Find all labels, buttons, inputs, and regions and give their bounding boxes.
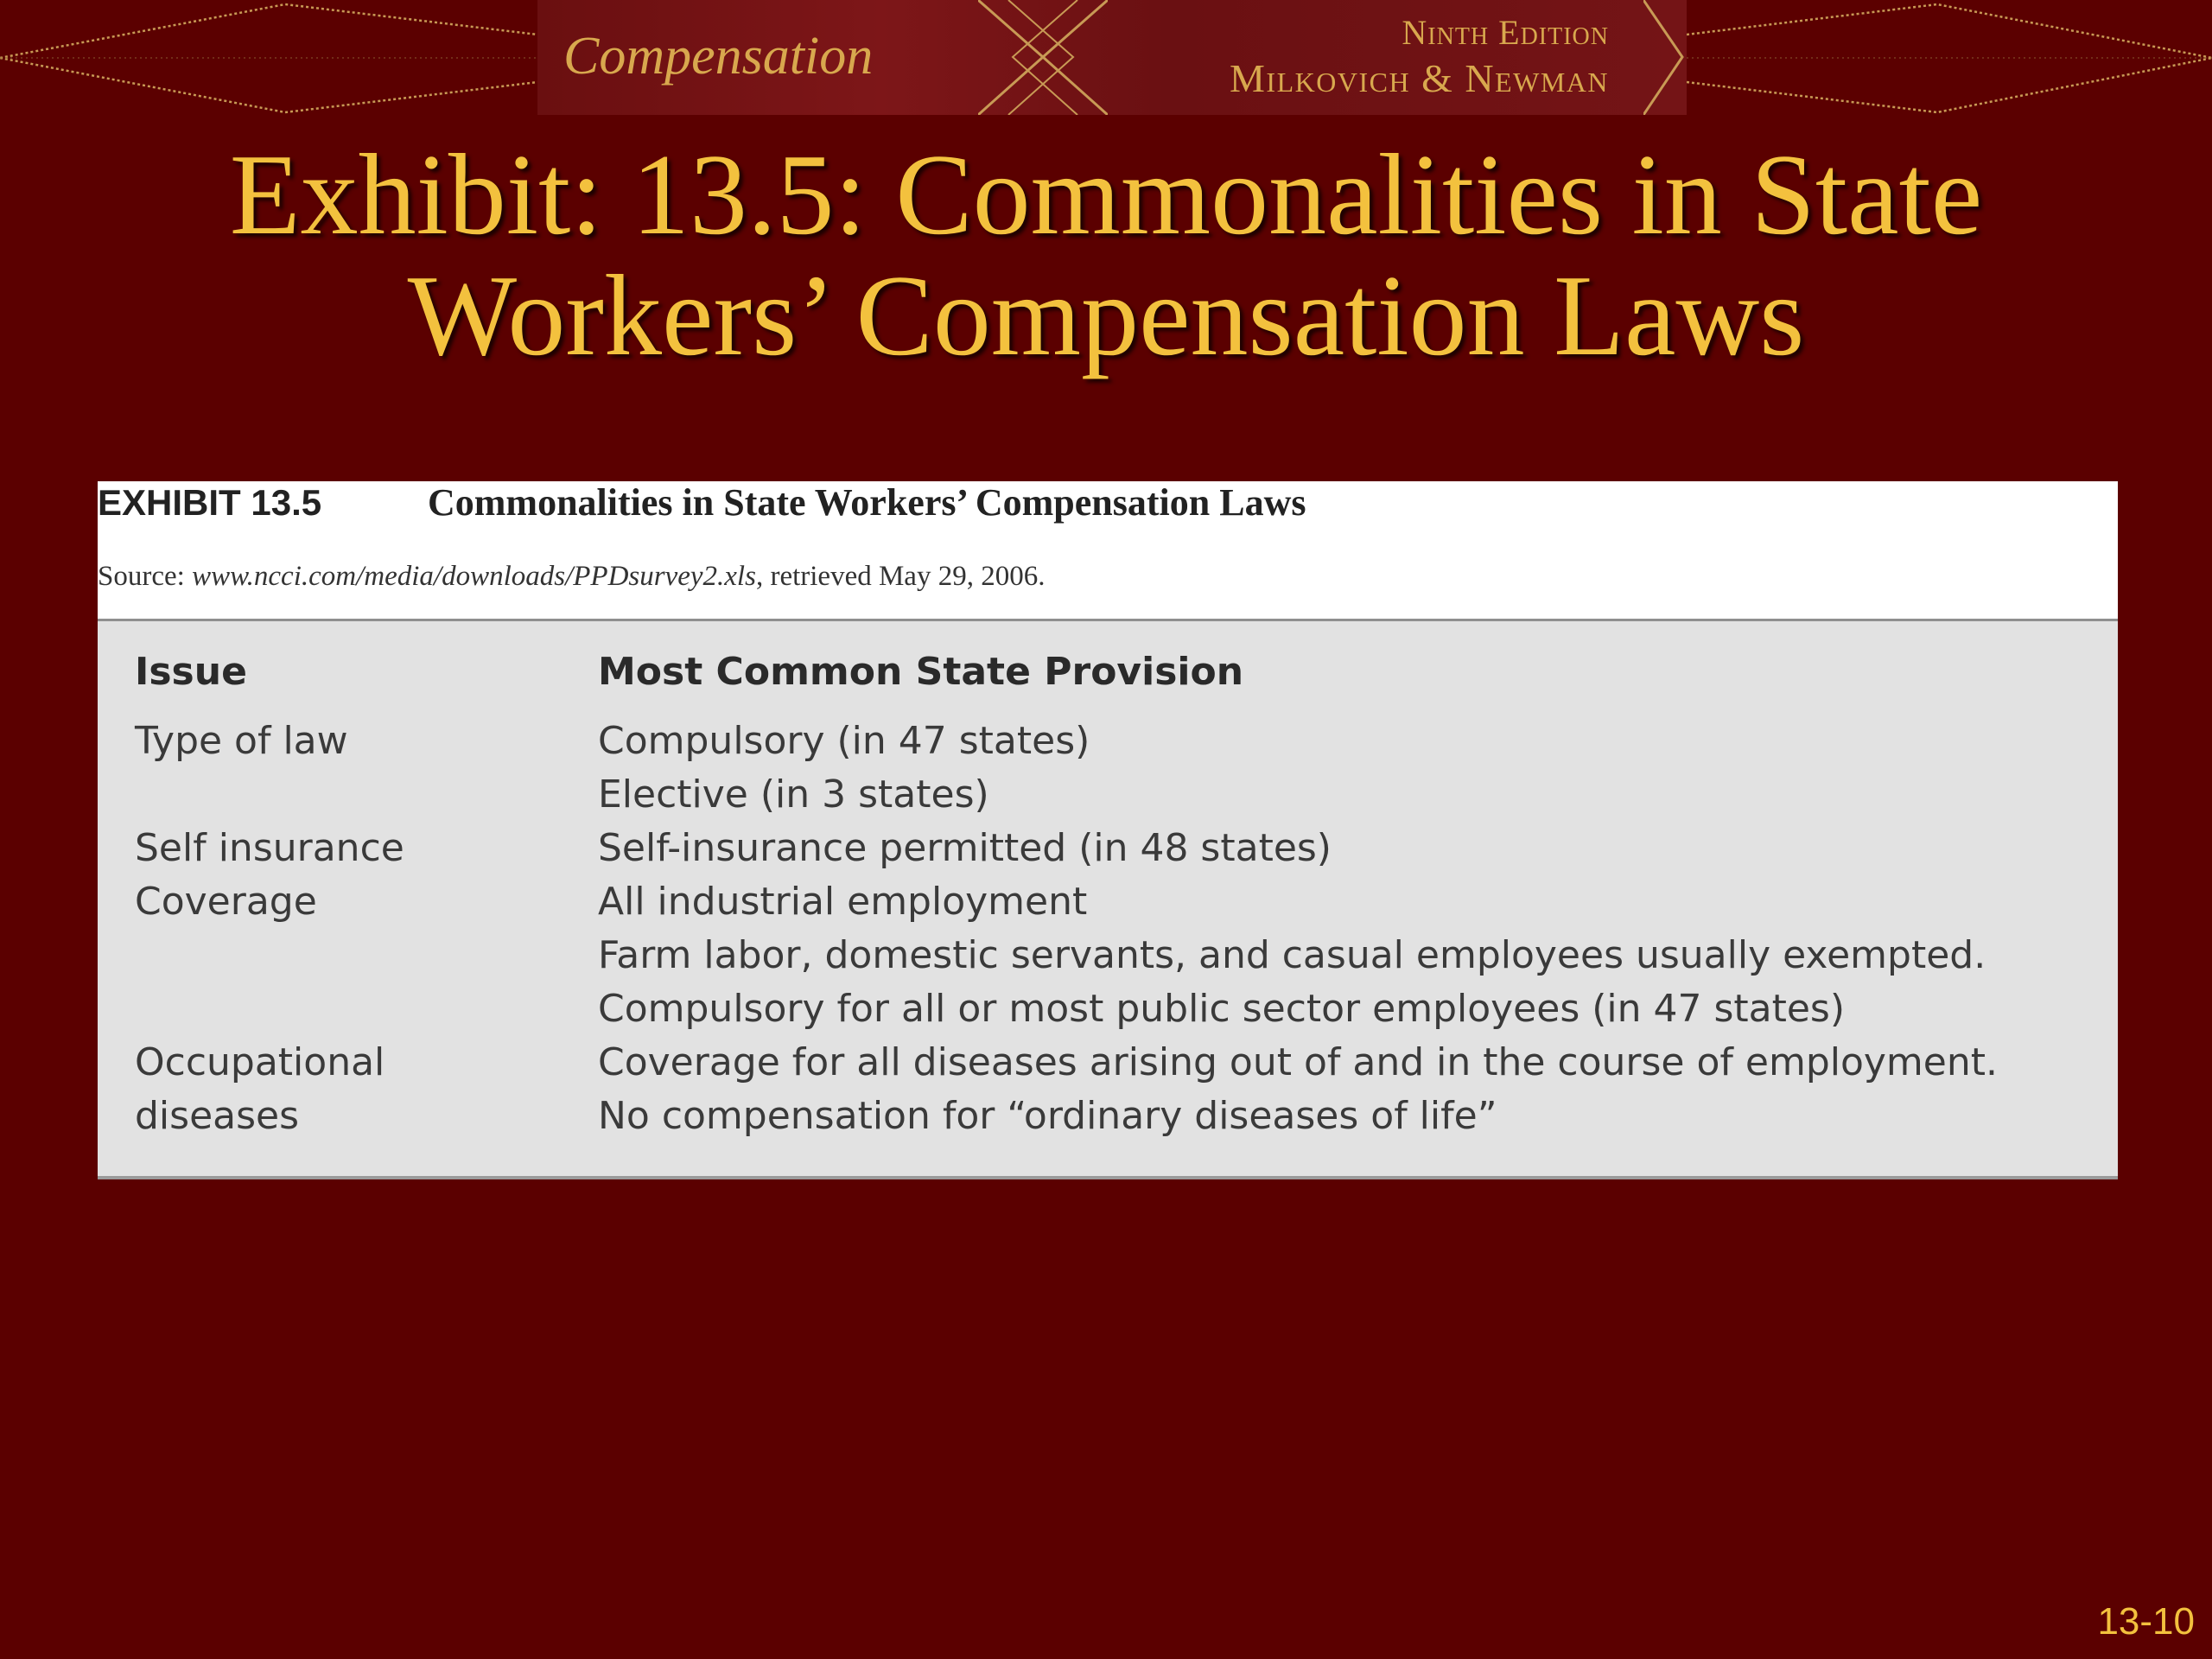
issue-cell: Occupational <box>135 1040 385 1084</box>
provision-cell: Elective (in 3 states) <box>598 772 989 817</box>
provision-cell: Compulsory (in 47 states) <box>598 719 1090 763</box>
diamond-ornament-icon <box>978 0 1108 115</box>
source-url: www.ncci.com/media/downloads/PPDsurvey2.xls <box>192 561 756 592</box>
authors-label: Milkovich & Newman <box>1230 56 1609 100</box>
exhibit-header <box>98 481 2118 621</box>
issue-cell: diseases <box>135 1094 300 1138</box>
banner-left-ornament <box>0 0 537 117</box>
table-bottom-rule <box>98 1176 2118 1179</box>
issue-cell: Type of law <box>135 719 348 763</box>
source-suffix: , retrieved May 29, 2006. <box>755 561 1046 592</box>
book-banner <box>537 0 1687 115</box>
column-header-provision: Most Common State Provision <box>598 650 1244 694</box>
exhibit-label: EXHIBIT 13.5 <box>98 482 322 523</box>
slide-title-line-2: Workers’ Compensation Laws <box>407 251 1805 379</box>
exhibit-table <box>98 481 2118 1179</box>
edition-label: Ninth Edition <box>1402 13 1609 52</box>
provision-cell: Coverage for all diseases arising out of and in the course of employment. <box>598 1040 1998 1084</box>
page-number: 13-10 <box>2097 1600 2195 1643</box>
exhibit-caption: Commonalities in State Workers’ Compensation Laws <box>428 481 1306 524</box>
issue-cell: Self insurance <box>135 826 404 870</box>
slide-title <box>0 130 2212 379</box>
chevron-ornament-icon <box>1643 0 1687 115</box>
provision-cell: All industrial employment <box>598 880 1088 924</box>
provision-cell: Self-insurance permitted (in 48 states) <box>598 826 1332 870</box>
provision-cell: Compulsory for all or most public sector employees (in 47 states) <box>598 987 1846 1031</box>
column-header-issue: Issue <box>135 650 247 694</box>
source-line <box>98 561 1045 593</box>
provision-cell: No compensation for “ordinary diseases of life” <box>598 1094 1497 1138</box>
slide-title-line-1: Exhibit: 13.5: Commonalities in State <box>229 130 1983 258</box>
provision-cell: Farm labor, domestic servants, and casual employees usually exempted. <box>598 933 1986 977</box>
issue-cell: Coverage <box>135 880 317 924</box>
banner-right-ornament <box>1687 0 2212 117</box>
source-prefix: Source: <box>98 561 193 592</box>
compensation-logo: Compensation <box>563 27 874 86</box>
